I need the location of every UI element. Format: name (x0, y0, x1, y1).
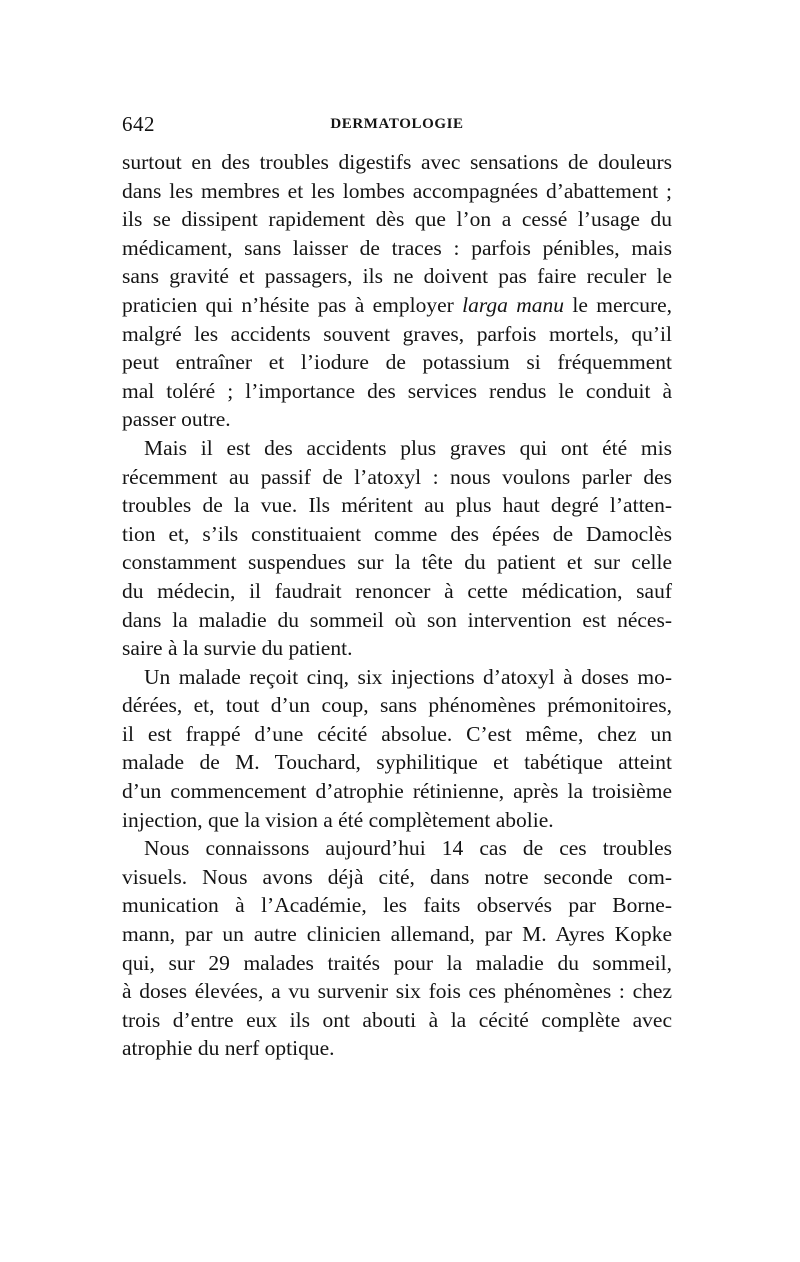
paragraph-3 (122, 663, 672, 835)
text-line (122, 291, 672, 320)
text-line: peut entraîner et l’iodure de potassium si fréquemment (122, 350, 672, 375)
text-line: trois d’entre eux ils ont abouti à la cécité complète avec (122, 1007, 672, 1032)
text-line: mann, par un autre clinicien allemand, par M. Ayres Kopke (122, 922, 672, 947)
text-line: dérées, et, tout d’un coup, sans phénomènes prémonitoires, (122, 693, 672, 718)
text-line: malade de M. Touchard, syphilitique et tabétique atteint (122, 750, 672, 775)
text-line: d’un commencement d’atrophie rétinienne, après la troisième (122, 779, 672, 804)
text-line: qui, sur 29 malades traités pour la maladie du sommeil, (122, 950, 672, 975)
page-number: 642 (122, 112, 155, 136)
text-line: dans la maladie du sommeil où son intervention est néces- (122, 607, 672, 632)
text-line: il est frappé d’une cécité absolue. C’est même, chez un (122, 721, 672, 746)
body-text (122, 148, 672, 1063)
paragraph-1 (122, 148, 672, 434)
text-line: visuels. Nous avons déjà cité, dans notre seconde com- (122, 864, 672, 889)
running-head (122, 112, 672, 140)
text-line: du médecin, il faudrait renoncer à cette médication, sauf (122, 578, 672, 603)
text-line: récemment au passif de l’atoxyl : nous voulons parler des (122, 464, 672, 489)
text-fragment: le mercure, (572, 292, 673, 317)
text-line: Un malade reçoit cinq, six injections d’atoxyl à doses mo- (144, 664, 672, 689)
running-title: DERMATOLOGIE (330, 116, 464, 132)
text-line: constamment suspendues sur la tête du patient et sur celle (122, 550, 672, 575)
text-line: malgré les accidents souvent graves, parfois mortels, qu’il (122, 321, 672, 346)
text-line: sans gravité et passagers, ils ne doivent pas faire reculer le (122, 264, 672, 289)
text-line: médicament, sans laisser de traces : parfois pénibles, mais (122, 235, 672, 260)
paragraph-4 (122, 834, 672, 1063)
text-line: passer outre. (122, 407, 231, 432)
text-line: dans les membres et les lombes accompagnées d’abattement ; (122, 178, 672, 203)
text-line: ils se dissipent rapidement dès que l’on a cessé l’usage du (122, 207, 672, 232)
text-line: saire à la survie du patient. (122, 636, 353, 661)
text-line: munication à l’Académie, les faits observés par Borne- (122, 893, 672, 918)
italic-phrase: larga manu (462, 292, 565, 317)
text-line: à doses élevées, a vu survenir six fois ces phénomènes : chez (122, 979, 672, 1004)
text-line: surtout en des troubles digestifs avec sensations de douleurs (122, 150, 672, 174)
text-line: Mais il est des accidents plus graves qui ont été mis (144, 435, 672, 460)
text-line: troubles de la vue. Ils méritent au plus haut degré l’atten- (122, 493, 672, 518)
text-line: mal toléré ; l’importance des services rendus le conduit à (122, 378, 672, 403)
text-line: injection, que la vision a été complètement abolie. (122, 807, 554, 832)
text-line: Nous connaissons aujourd’hui 14 cas de ces troubles (144, 836, 672, 861)
paragraph-2 (122, 434, 672, 663)
text-line: atrophie du nerf optique. (122, 1036, 335, 1061)
text-fragment: praticien qui n’hésite pas à employer (122, 292, 454, 317)
text-line: tion et, s’ils constituaient comme des épées de Damoclès (122, 521, 672, 546)
